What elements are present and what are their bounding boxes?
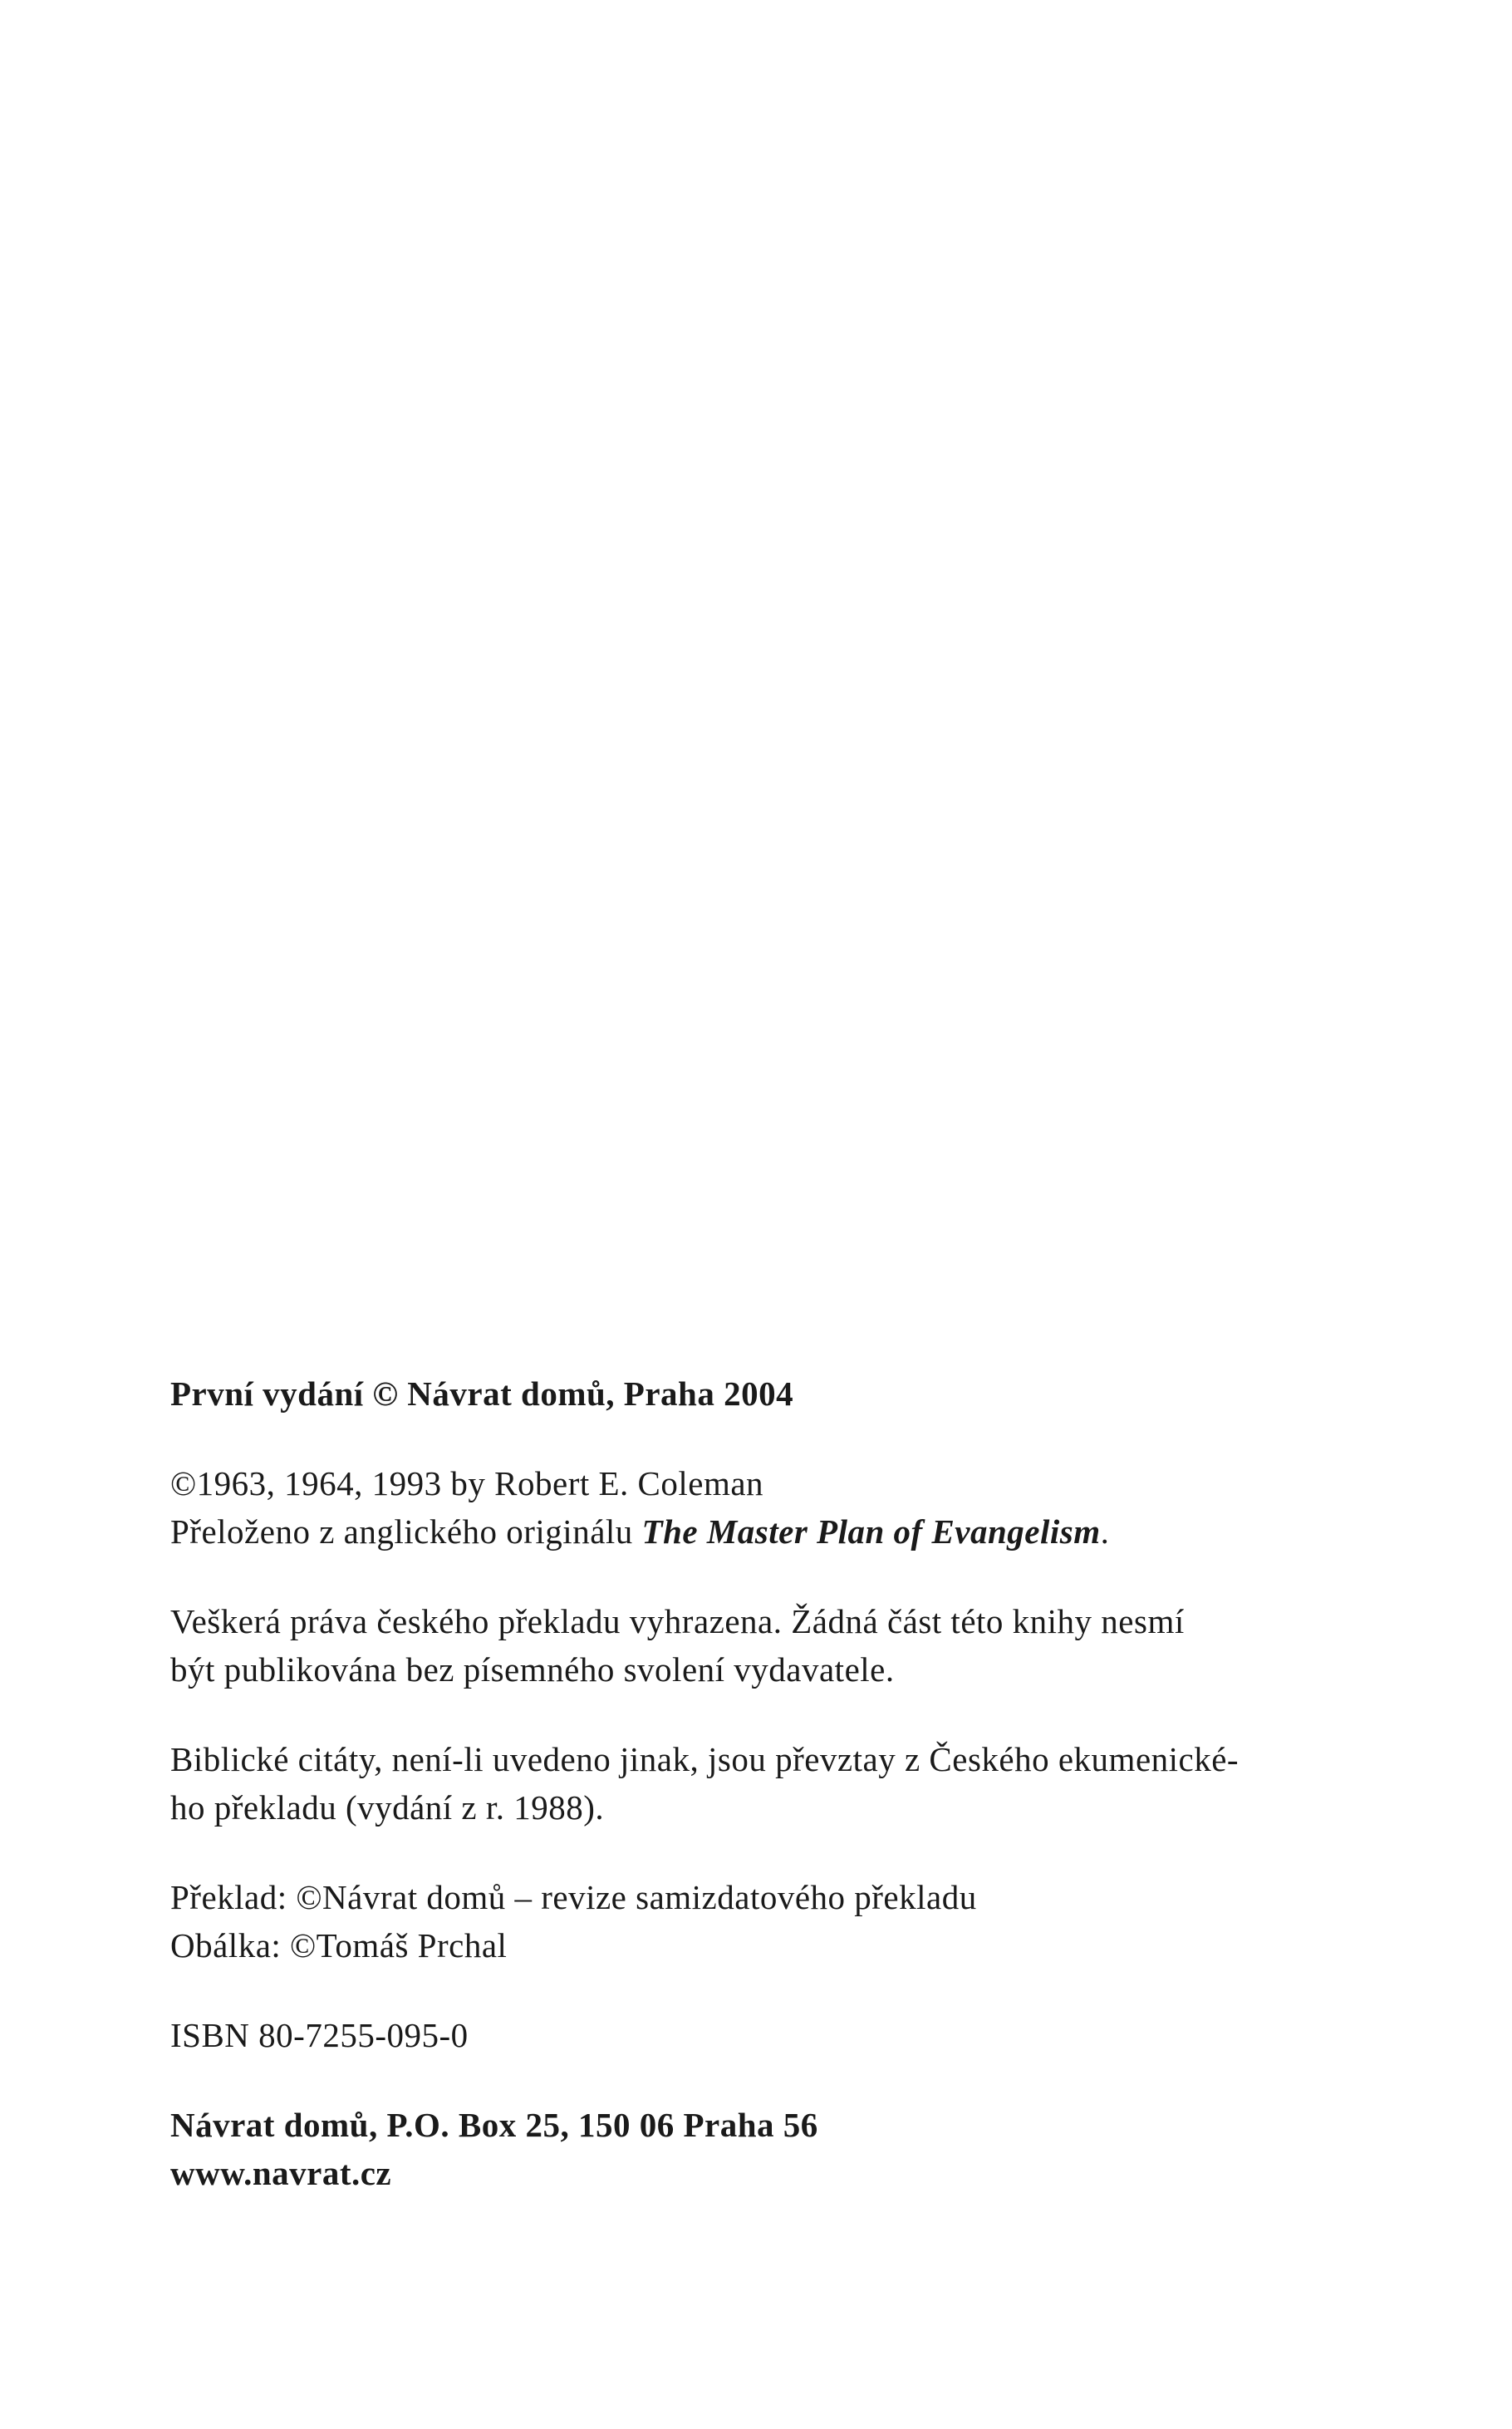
copyright-block	[170, 1459, 1383, 1556]
isbn: ISBN 80-7255-095-0	[170, 2016, 469, 2054]
edition-line: První vydání © Návrat domů, Praha 2004	[170, 1374, 794, 1413]
edition-statement	[170, 1369, 1383, 1418]
bible-note-block	[170, 1735, 1383, 1832]
rights-line-2: být publikována bez písemného svolení vydavatele.	[170, 1650, 895, 1689]
credits-block	[170, 1873, 1383, 1969]
bible-note-line-1: Biblické citáty, není-li uvedeno jinak, jsou převztay z Českého ekumenické-	[170, 1740, 1240, 1778]
rights-block	[170, 1597, 1383, 1694]
translation-credit: Překlad: ©Návrat domů – revize samizdatového překladu	[170, 1878, 977, 1916]
original-title: The Master Plan of Evangelism	[641, 1512, 1101, 1551]
isbn-block	[170, 2011, 1383, 2059]
original-title-line	[170, 1507, 1383, 1556]
copyright-line: ©1963, 1964, 1993 by Robert E. Coleman	[170, 1464, 764, 1502]
bible-note-line-2: ho překladu (vydání z r. 1988).	[170, 1788, 605, 1827]
publisher-website: www.navrat.cz	[170, 2154, 392, 2192]
publisher-address: Návrat domů, P.O. Box 25, 150 06 Praha 56	[170, 2106, 818, 2144]
cover-credit: Obálka: ©Tomáš Prchal	[170, 1926, 508, 1964]
original-title-suffix: .	[1100, 1512, 1110, 1551]
rights-line-1: Veškerá práva českého překladu vyhrazena. Žádná část této knihy nesmí	[170, 1602, 1185, 1640]
publisher-block	[170, 2101, 1383, 2197]
original-title-prefix: Přeloženo z anglického originálu	[170, 1512, 642, 1551]
imprint-block	[170, 1369, 1383, 2197]
